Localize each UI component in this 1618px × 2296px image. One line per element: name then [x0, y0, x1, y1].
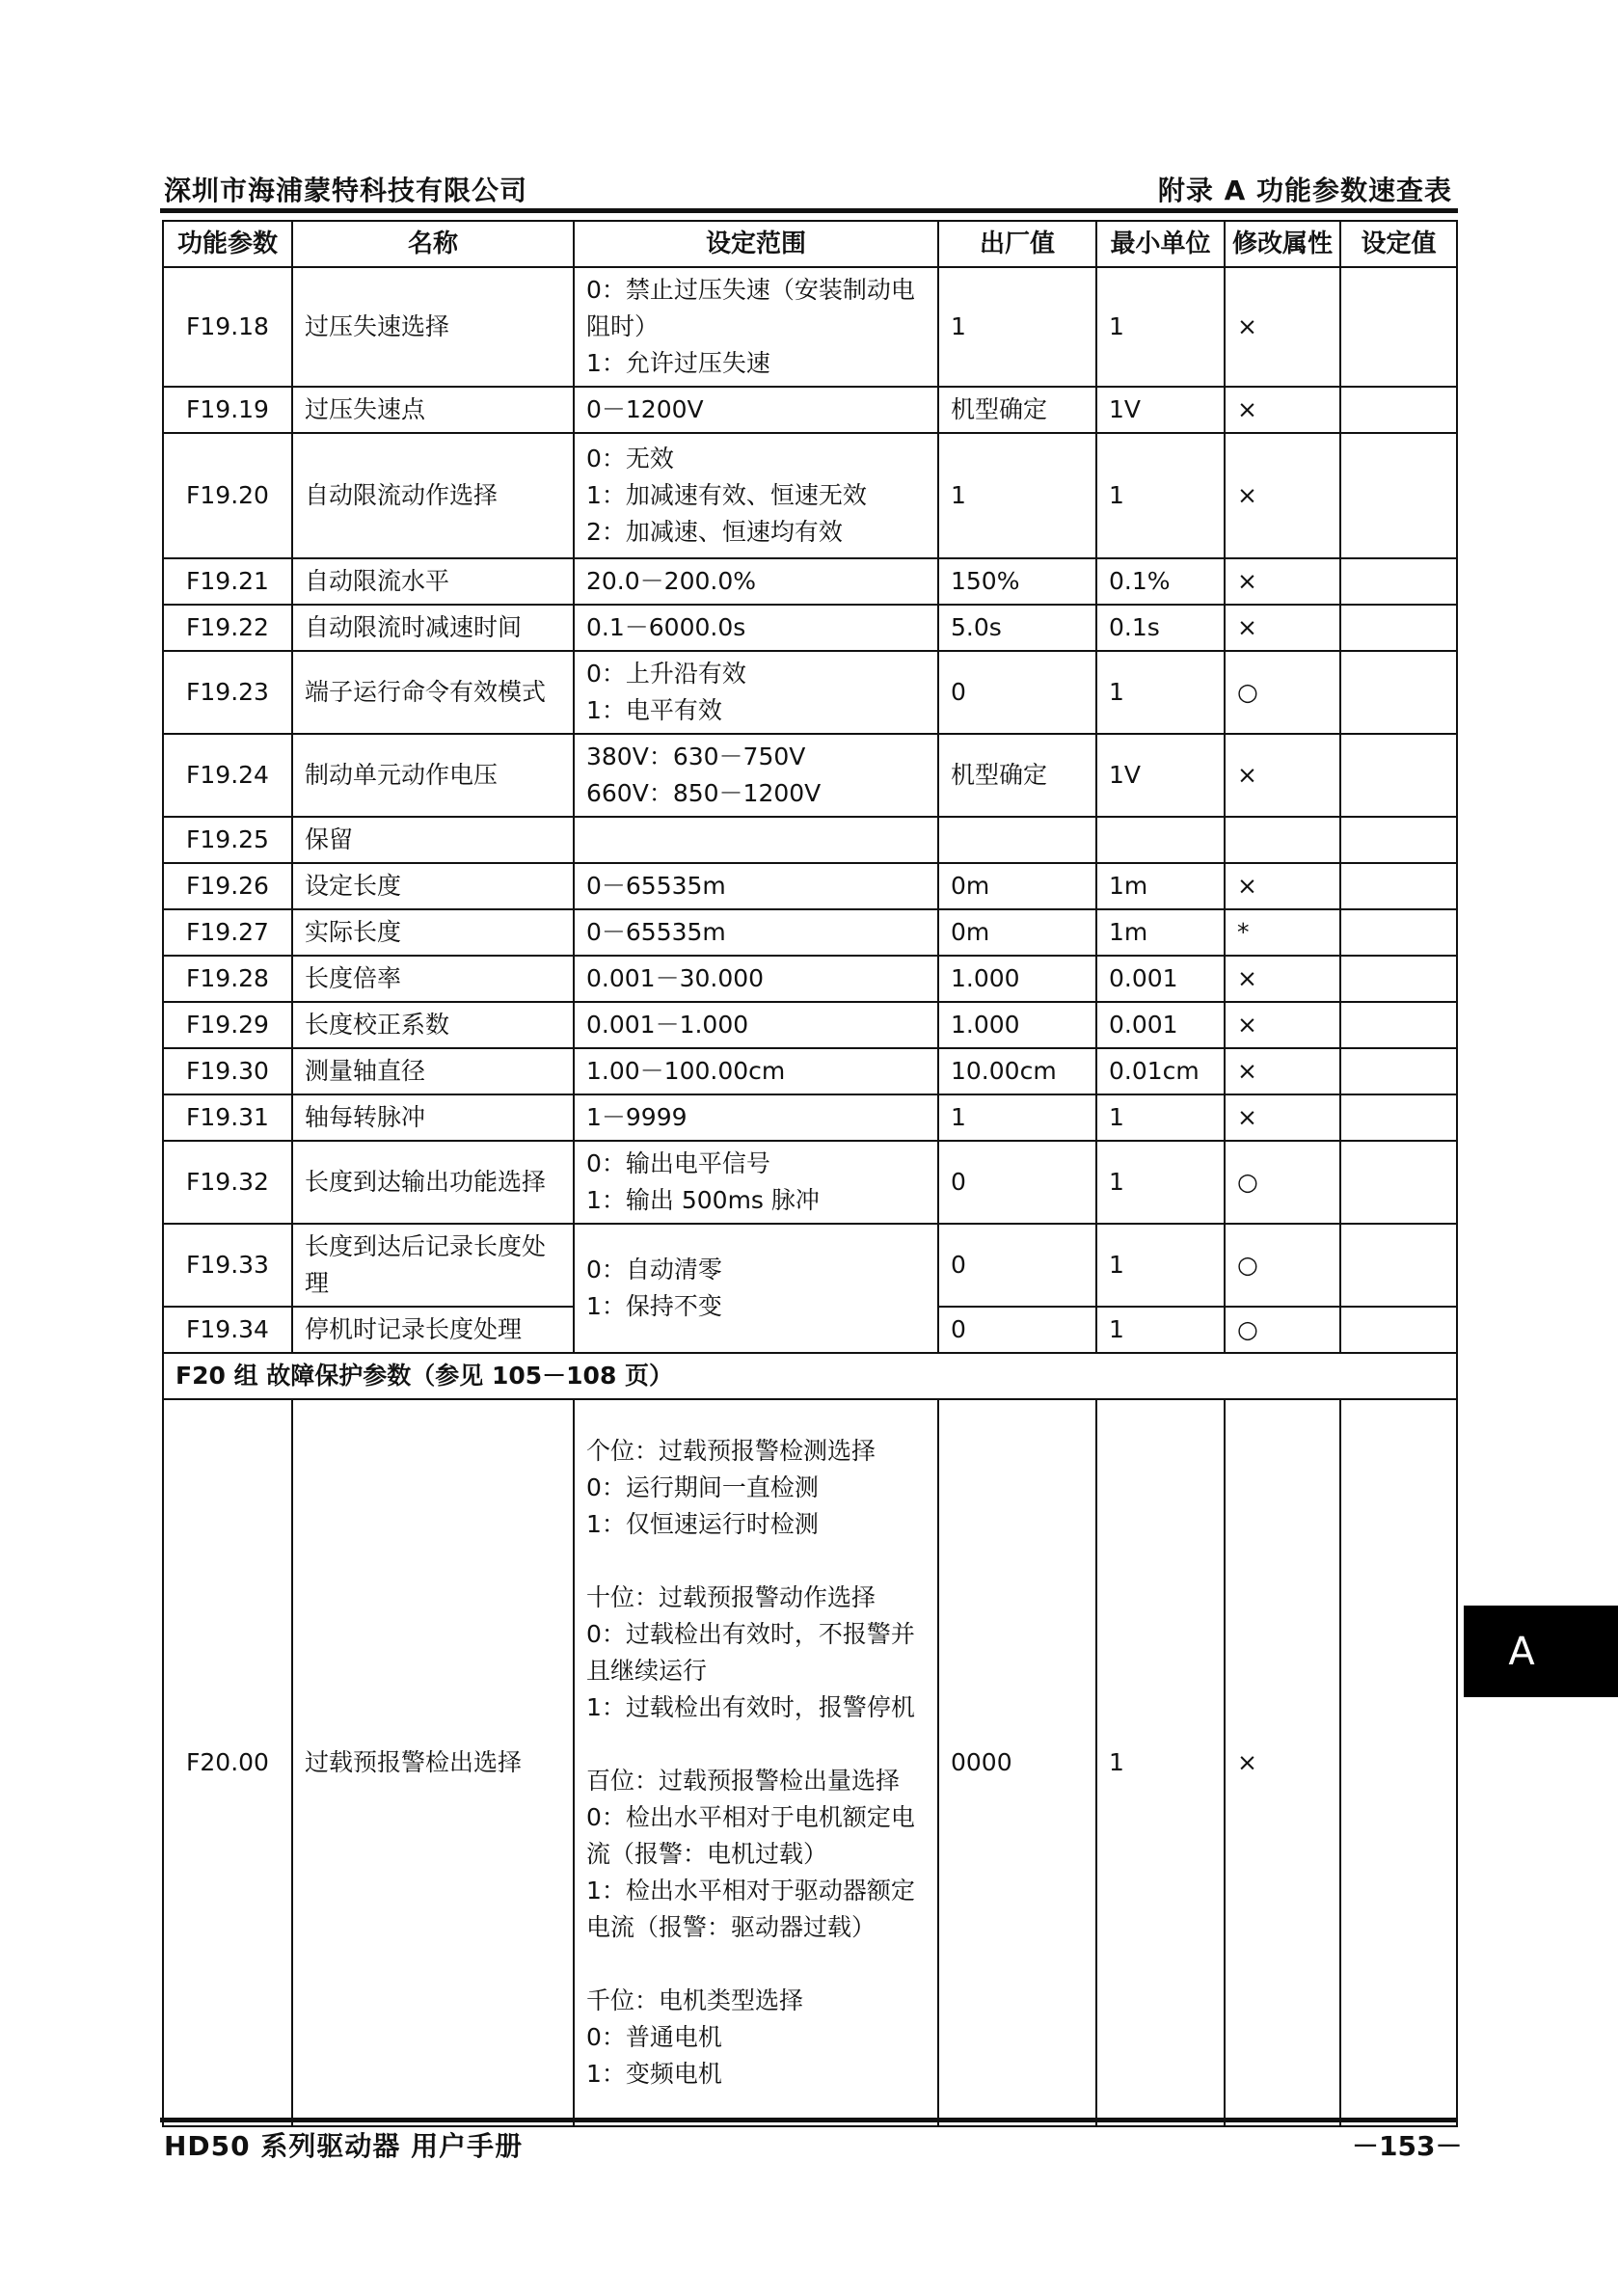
factory-default: 1: [938, 1094, 1096, 1141]
table-row: [163, 734, 1457, 817]
table-row: [163, 1399, 1457, 2126]
range-line: 0：过载检出有效时，不报警并: [586, 1620, 915, 1648]
min-unit: 0.01cm: [1096, 1048, 1225, 1094]
param-code: F19.18: [163, 267, 292, 387]
factory-default: 机型确定: [938, 734, 1096, 817]
set-value: [1340, 863, 1457, 909]
param-name: 端子运行命令有效模式: [292, 651, 574, 734]
range-line: 1：输出 500ms 脉冲: [586, 1186, 820, 1214]
range-line: 0.1－6000.0s: [586, 613, 746, 641]
factory-default: 0: [938, 1224, 1096, 1307]
param-code: F19.30: [163, 1048, 292, 1094]
min-unit: 1: [1096, 1307, 1225, 1353]
range-cell: [574, 909, 938, 956]
modify-attr: ×: [1225, 605, 1340, 651]
parameter-table: [162, 220, 1458, 2127]
footer-rule: [160, 2118, 1458, 2122]
range-line: 1：变频电机: [586, 2060, 722, 2088]
column-header: 设定值: [1340, 221, 1457, 267]
set-value: [1340, 817, 1457, 863]
param-name: 停机时记录长度处理: [292, 1307, 574, 1353]
range-line: 1：保持不变: [586, 1292, 722, 1320]
set-value: [1340, 1399, 1457, 2126]
modify-attr: ×: [1225, 433, 1340, 558]
range-line: 十位：过载预报警动作选择: [586, 1583, 876, 1611]
modify-attr: ×: [1225, 1048, 1340, 1094]
min-unit: 0.001: [1096, 1002, 1225, 1048]
range-cell: [574, 1002, 938, 1048]
table-header-row: [163, 221, 1457, 267]
range-line: 0－65535m: [586, 918, 726, 946]
min-unit: 1V: [1096, 734, 1225, 817]
range-line: 0：普通电机: [586, 2023, 722, 2051]
param-code: F19.29: [163, 1002, 292, 1048]
factory-default: 0m: [938, 909, 1096, 956]
factory-default: 1: [938, 433, 1096, 558]
column-header: 设定范围: [574, 221, 938, 267]
param-name: 轴每转脉冲: [292, 1094, 574, 1141]
param-name: 长度到达后记录长度处理: [292, 1224, 574, 1307]
param-code: F19.24: [163, 734, 292, 817]
param-code: F19.21: [163, 558, 292, 605]
factory-default: 0000: [938, 1399, 1096, 2126]
factory-default: 5.0s: [938, 605, 1096, 651]
min-unit: 1: [1096, 1399, 1225, 2126]
param-code: F19.20: [163, 433, 292, 558]
param-name: 测量轴直径: [292, 1048, 574, 1094]
range-line: 电流（报警：驱动器过载）: [586, 1913, 876, 1941]
param-code: F19.19: [163, 387, 292, 433]
set-value: [1340, 1224, 1457, 1307]
section-title: 附录 A 功能参数速查表: [1157, 175, 1452, 206]
modify-attr: ×: [1225, 1399, 1340, 2126]
min-unit: 1m: [1096, 909, 1225, 956]
param-name: 过压失速选择: [292, 267, 574, 387]
company-name: 深圳市海浦蒙特科技有限公司: [164, 175, 528, 206]
param-name: 制动单元动作电压: [292, 734, 574, 817]
set-value: [1340, 909, 1457, 956]
set-value: [1340, 651, 1457, 734]
modify-attr: ×: [1225, 956, 1340, 1002]
factory-default: 0: [938, 1307, 1096, 1353]
range-cell: [574, 433, 938, 558]
set-value: [1340, 734, 1457, 817]
table-row: [163, 605, 1457, 651]
set-value: [1340, 1094, 1457, 1141]
table-row: [163, 1002, 1457, 1048]
range-cell: [574, 956, 938, 1002]
param-name: 自动限流水平: [292, 558, 574, 605]
range-line: 0：禁止过压失速（安装制动电: [586, 276, 915, 304]
modify-attr: [1225, 817, 1340, 863]
param-name: 设定长度: [292, 863, 574, 909]
range-line: 百位：过载预报警检出量选择: [586, 1767, 901, 1795]
param-code: F19.31: [163, 1094, 292, 1141]
modify-attr: ×: [1225, 558, 1340, 605]
range-cell: [574, 1094, 938, 1141]
range-cell: [574, 1224, 938, 1353]
appendix-tab-label: A: [1508, 1629, 1535, 1674]
set-value: [1340, 267, 1457, 387]
range-cell: [574, 558, 938, 605]
set-value: [1340, 1048, 1457, 1094]
modify-attr: *: [1225, 909, 1340, 956]
param-name: 过载预报警检出选择: [292, 1399, 574, 2126]
appendix-tab: [1464, 1606, 1618, 1697]
column-header: 功能参数: [163, 221, 292, 267]
range-cell: [574, 387, 938, 433]
range-line: 且继续运行: [586, 1657, 708, 1685]
range-line: [586, 1946, 926, 1983]
param-code: F19.22: [163, 605, 292, 651]
modify-attr: ×: [1225, 1094, 1340, 1141]
table-row: [163, 1141, 1457, 1224]
table-row: [163, 387, 1457, 433]
range-line: 0：运行期间一直检测: [586, 1473, 819, 1501]
set-value: [1340, 387, 1457, 433]
footer-title: HD50 系列驱动器 用户手册: [164, 2130, 524, 2162]
modify-attr: ×: [1225, 734, 1340, 817]
group-row: [163, 1353, 1457, 1399]
factory-default: 10.00cm: [938, 1048, 1096, 1094]
range-line: [586, 822, 926, 858]
range-line: 0：无效: [586, 445, 674, 473]
column-header: 修改属性: [1225, 221, 1340, 267]
range-cell: [574, 651, 938, 734]
set-value: [1340, 1141, 1457, 1224]
range-line: 2：加减速、恒速均有效: [586, 518, 843, 546]
range-cell: [574, 1141, 938, 1224]
range-line: 0：输出电平信号: [586, 1149, 770, 1177]
param-name: 实际长度: [292, 909, 574, 956]
param-code: F19.26: [163, 863, 292, 909]
range-line: 1－9999: [586, 1103, 688, 1131]
set-value: [1340, 605, 1457, 651]
param-code: F19.27: [163, 909, 292, 956]
param-name: 长度倍率: [292, 956, 574, 1002]
min-unit: 0.001: [1096, 956, 1225, 1002]
factory-default: [938, 817, 1096, 863]
min-unit: 1: [1096, 651, 1225, 734]
range-line: 380V：630－750V: [586, 743, 806, 770]
modify-attr: ○: [1225, 1307, 1340, 1353]
param-code: F19.34: [163, 1307, 292, 1353]
column-header: 出厂值: [938, 221, 1096, 267]
modify-attr: ○: [1225, 1224, 1340, 1307]
range-line: 0.001－30.000: [586, 964, 765, 992]
param-name: 长度到达输出功能选择: [292, 1141, 574, 1224]
set-value: [1340, 433, 1457, 558]
range-line: 0：自动清零: [586, 1256, 722, 1283]
modify-attr: ×: [1225, 387, 1340, 433]
min-unit: 1: [1096, 433, 1225, 558]
range-cell: [574, 1399, 938, 2126]
header-rule: [160, 208, 1458, 213]
param-code: F19.28: [163, 956, 292, 1002]
range-line: 0－65535m: [586, 872, 726, 900]
set-value: [1340, 558, 1457, 605]
param-name: 长度校正系数: [292, 1002, 574, 1048]
range-cell: [574, 267, 938, 387]
param-name: 自动限流时减速时间: [292, 605, 574, 651]
set-value: [1340, 1307, 1457, 1353]
factory-default: 1: [938, 267, 1096, 387]
factory-default: 1.000: [938, 1002, 1096, 1048]
factory-default: 0: [938, 651, 1096, 734]
factory-default: 机型确定: [938, 387, 1096, 433]
factory-default: 0: [938, 1141, 1096, 1224]
modify-attr: ×: [1225, 1002, 1340, 1048]
param-name: 保留: [292, 817, 574, 863]
range-line: 1：允许过压失速: [586, 349, 770, 377]
modify-attr: ×: [1225, 863, 1340, 909]
modify-attr: ○: [1225, 1141, 1340, 1224]
table-row: [163, 817, 1457, 863]
range-line: [586, 1726, 926, 1763]
range-line: 1：电平有效: [586, 696, 722, 724]
range-cell: [574, 817, 938, 863]
range-line: 0－1200V: [586, 395, 704, 423]
table-row: [163, 267, 1457, 387]
range-line: [586, 1543, 926, 1580]
modify-attr: ×: [1225, 267, 1340, 387]
range-line: 流（报警：电机过载）: [586, 1840, 828, 1868]
page-number: －153－: [1352, 2130, 1463, 2162]
param-code: F19.33: [163, 1224, 292, 1307]
range-line: 阻时）: [586, 312, 660, 340]
range-cell: [574, 863, 938, 909]
range-cell: [574, 1048, 938, 1094]
table-row: [163, 1224, 1457, 1307]
table-row: [163, 651, 1457, 734]
table-row: [163, 558, 1457, 605]
range-cell: [574, 734, 938, 817]
column-header: 最小单位: [1096, 221, 1225, 267]
range-line: 0：检出水平相对于电机额定电: [586, 1803, 915, 1831]
table-row: [163, 433, 1457, 558]
range-line: 1.00－100.00cm: [586, 1057, 786, 1085]
param-code: F19.23: [163, 651, 292, 734]
factory-default: 1.000: [938, 956, 1096, 1002]
group-title: F20 组 故障保护参数（参见 105－108 页）: [163, 1353, 1457, 1399]
column-header: 名称: [292, 221, 574, 267]
factory-default: 150%: [938, 558, 1096, 605]
range-line: 千位：电机类型选择: [586, 1986, 804, 2014]
range-line: 0.001－1.000: [586, 1011, 749, 1039]
min-unit: 1: [1096, 1094, 1225, 1141]
table-row: [163, 863, 1457, 909]
range-line: 1：加减速有效、恒速无效: [586, 481, 867, 509]
table-row: [163, 909, 1457, 956]
param-name: 过压失速点: [292, 387, 574, 433]
min-unit: 1V: [1096, 387, 1225, 433]
min-unit: 0.1s: [1096, 605, 1225, 651]
set-value: [1340, 956, 1457, 1002]
param-code: F20.00: [163, 1399, 292, 2126]
table-row: [163, 956, 1457, 1002]
range-line: 0：上升沿有效: [586, 660, 746, 688]
min-unit: 1: [1096, 1224, 1225, 1307]
table-row: [163, 1094, 1457, 1141]
min-unit: 0.1%: [1096, 558, 1225, 605]
param-code: F19.32: [163, 1141, 292, 1224]
range-cell: [574, 605, 938, 651]
param-name: 自动限流动作选择: [292, 433, 574, 558]
min-unit: [1096, 817, 1225, 863]
factory-default: 0m: [938, 863, 1096, 909]
range-line: 20.0－200.0%: [586, 567, 756, 595]
range-line: 1：仅恒速运行时检测: [586, 1510, 819, 1538]
param-code: F19.25: [163, 817, 292, 863]
set-value: [1340, 1002, 1457, 1048]
range-line: 1：检出水平相对于驱动器额定: [586, 1877, 915, 1904]
min-unit: 1: [1096, 267, 1225, 387]
min-unit: 1m: [1096, 863, 1225, 909]
range-line: 660V：850－1200V: [586, 779, 822, 807]
range-line: 1：过载检出有效时，报警停机: [586, 1693, 915, 1721]
min-unit: 1: [1096, 1141, 1225, 1224]
range-line: 个位：过载预报警检测选择: [586, 1437, 876, 1465]
modify-attr: ○: [1225, 651, 1340, 734]
table-row: [163, 1048, 1457, 1094]
